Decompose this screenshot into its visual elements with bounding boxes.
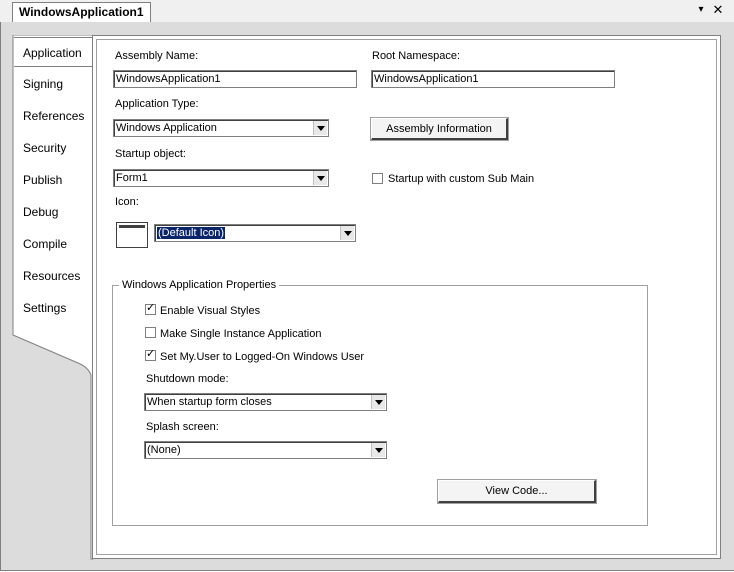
shutdown-mode-dropdown[interactable] [144,393,387,411]
checkmark-icon: ✓ [146,348,156,360]
chevron-down-icon[interactable] [371,395,385,409]
root-namespace-label: Root Namespace: [372,50,461,62]
set-my-user-checkbox[interactable] [145,350,156,361]
single-instance-checkbox[interactable] [145,327,156,338]
icon-value: (Default Icon) [158,227,225,239]
tab-compile[interactable]: Compile [23,237,68,251]
custom-sub-main-label: Startup with custom Sub Main [388,173,535,185]
icon-dropdown[interactable] [154,224,356,242]
application-type-value: Windows Application [116,122,217,134]
tab-settings[interactable]: Settings [23,301,67,315]
enable-visual-styles-label: Enable Visual Styles [160,305,261,317]
splash-screen-value: (None) [147,444,181,456]
application-type-label: Application Type: [115,98,199,110]
splash-screen-label: Splash screen: [146,421,219,433]
enable-visual-styles-checkbox[interactable] [145,304,156,315]
single-instance-label: Make Single Instance Application [160,328,322,340]
tab-references[interactable]: References [23,109,85,123]
tab-publish[interactable]: Publish [23,173,63,187]
splash-screen-dropdown[interactable] [144,441,387,459]
root-namespace-field[interactable]: WindowsApplication1 [371,70,615,88]
tab-resources[interactable]: Resources [23,269,81,283]
startup-object-value: Form1 [116,172,148,184]
startup-object-label: Startup object: [115,148,186,160]
custom-sub-main-checkbox[interactable] [372,173,383,184]
tab-security[interactable]: Security [23,141,67,155]
tab-application[interactable]: Application [14,37,98,67]
assembly-name-label: Assembly Name: [115,50,199,62]
document-tab[interactable]: WindowsApplication1 [12,2,151,22]
startup-object-dropdown[interactable] [113,169,329,187]
assembly-information-button[interactable]: Assembly Information [371,118,508,140]
tab-debug[interactable]: Debug [23,205,59,219]
tab-signing[interactable]: Signing [23,77,64,91]
application-type-dropdown[interactable] [113,119,329,137]
group-title: Windows Application Properties [119,278,279,292]
view-code-button[interactable]: View Code... [438,480,596,503]
chevron-down-icon[interactable] [340,226,354,240]
icon-label: Icon: [115,196,139,208]
icon-preview-image [116,222,148,248]
shutdown-mode-label: Shutdown mode: [146,373,229,385]
close-icon[interactable]: ✕ [712,2,724,17]
set-my-user-label: Set My.User to Logged-On Windows User [160,351,364,363]
chevron-down-icon[interactable] [313,171,327,185]
chevron-down-icon[interactable] [371,443,385,457]
chevron-down-icon[interactable] [313,121,327,135]
shutdown-mode-value: When startup form closes [147,396,272,408]
assembly-name-field[interactable]: WindowsApplication1 [113,70,357,88]
checkmark-icon: ✓ [146,302,156,314]
window-position-icon[interactable]: ▾ [698,4,704,15]
